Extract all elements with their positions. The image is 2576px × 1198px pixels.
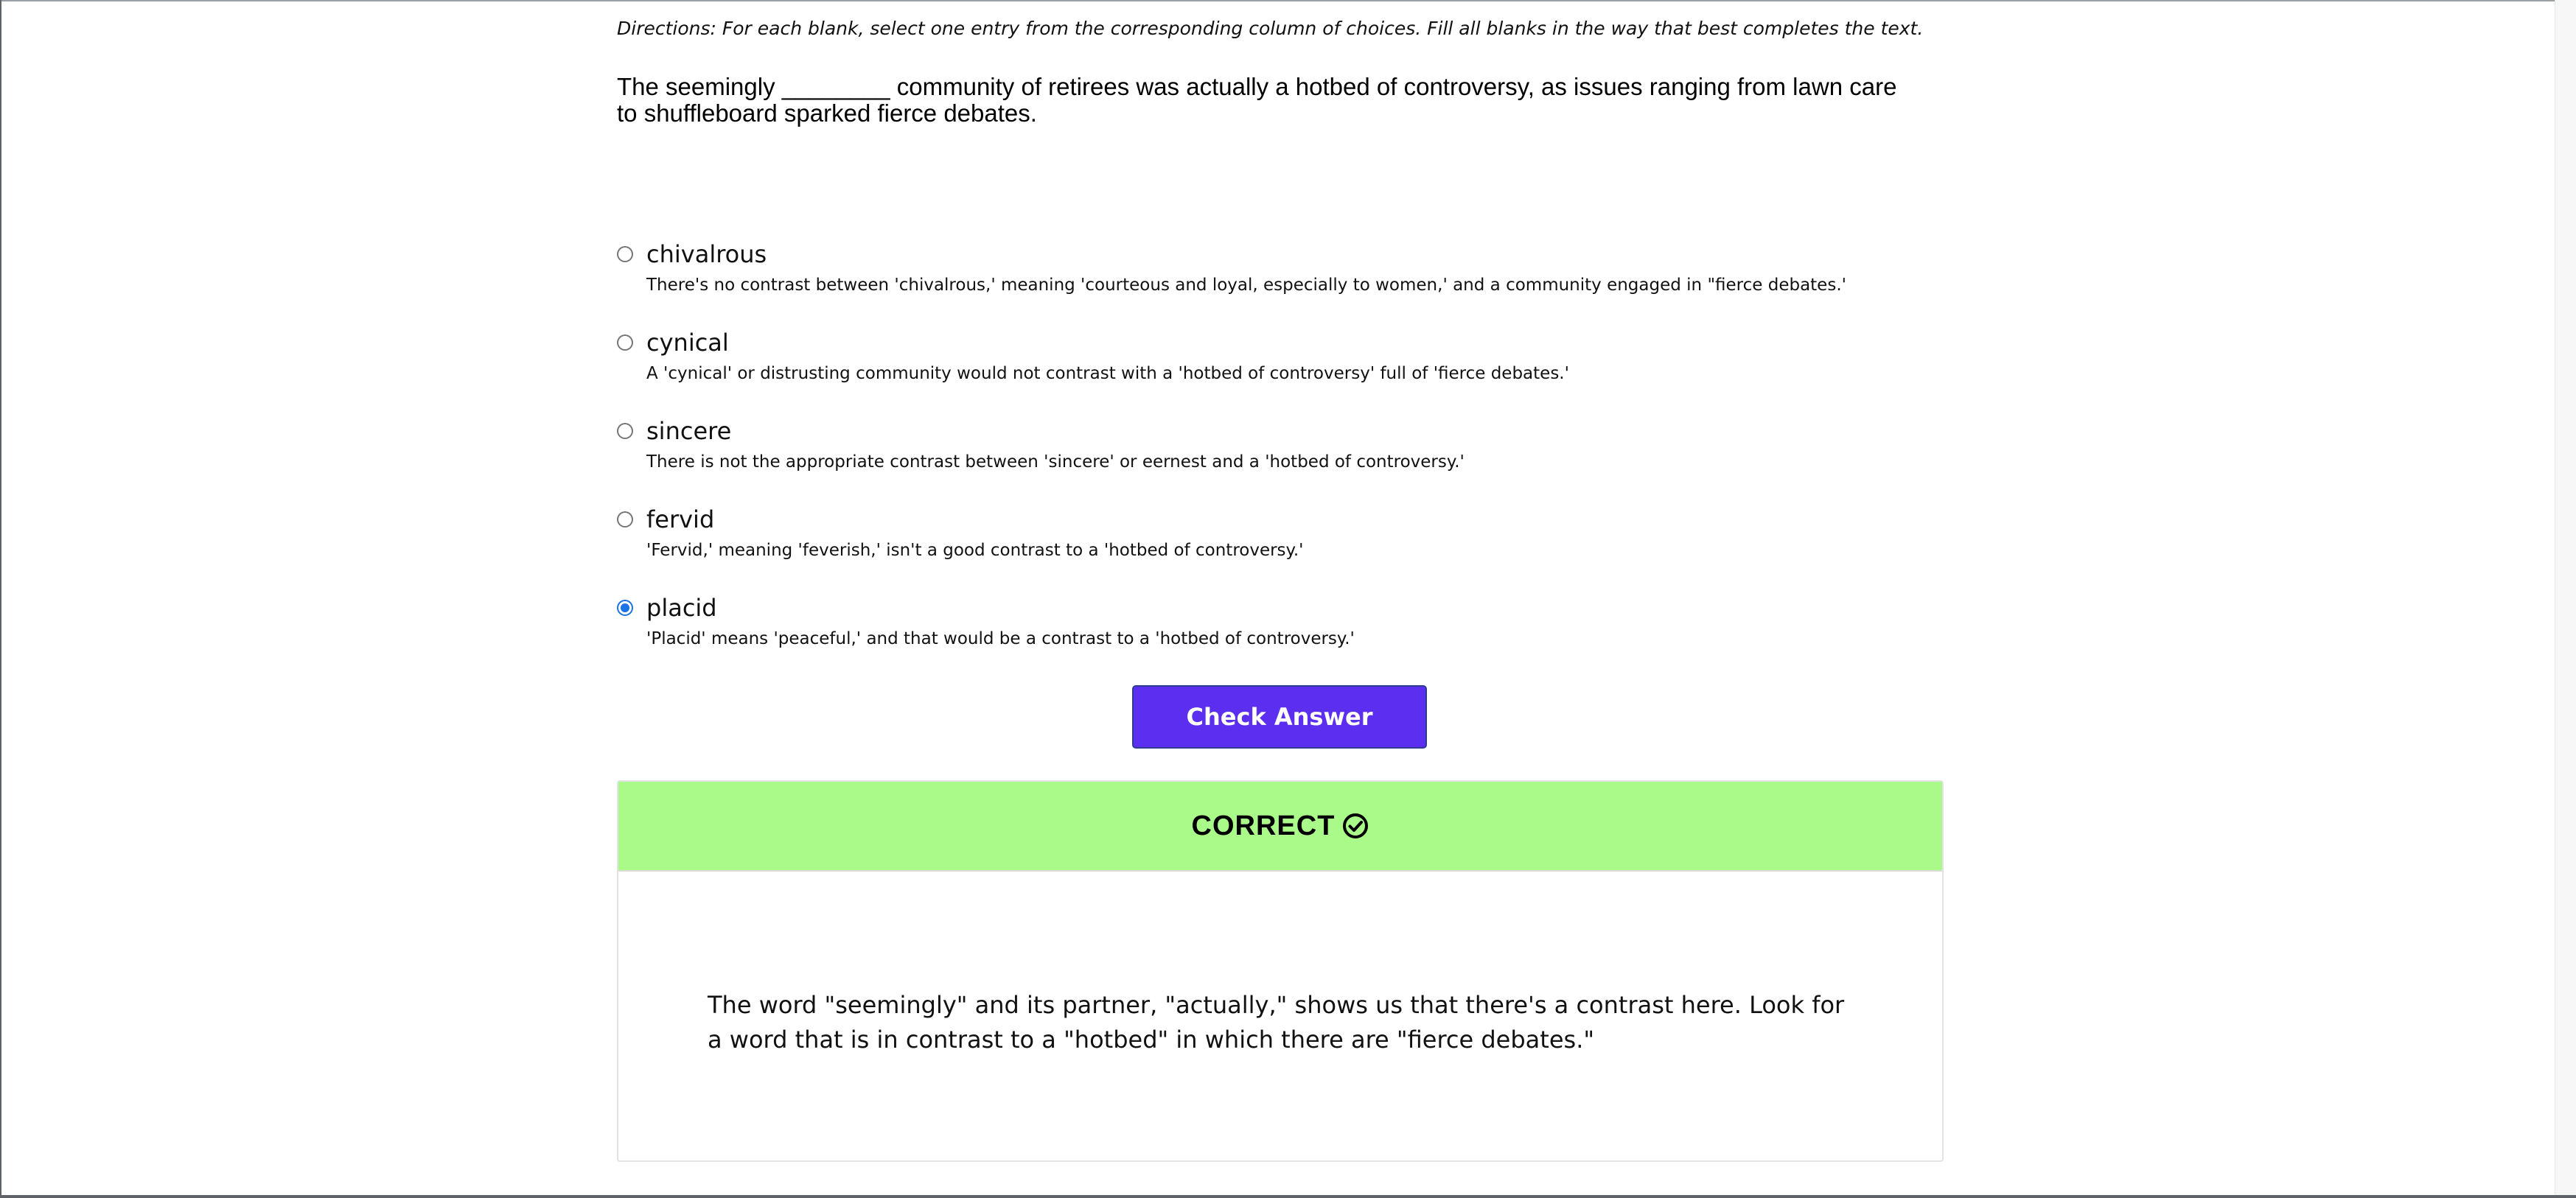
question-text: The seemingly ________ community of retirees was actually a hotbed of controversy, as issues ranging from lawn care to shuffleboard sparked fierce debates. bbox=[617, 73, 1897, 127]
radio-button[interactable] bbox=[617, 423, 633, 439]
choice-fervid[interactable] bbox=[617, 505, 1914, 585]
radio-button[interactable] bbox=[617, 334, 633, 351]
choice-label[interactable]: chivalrous bbox=[646, 240, 767, 268]
window-top-border bbox=[0, 0, 2576, 1]
choice-explanation: 'Placid' means 'peaceful,' and that would be a contrast to a 'hotbed of controversy.' bbox=[646, 629, 1355, 648]
choice-chivalrous[interactable] bbox=[617, 240, 1914, 320]
choice-explanation: A 'cynical' or distrusting community would not contrast with a 'hotbed of controversy' full of 'fierce debates.' bbox=[646, 364, 1569, 383]
window-bottom-border bbox=[0, 1195, 2576, 1198]
directions-text: Directions: For each blank, select one entry from the corresponding column of choices. Fill all blanks in the way that best completes the text. bbox=[617, 18, 1924, 39]
choice-label[interactable]: placid bbox=[646, 594, 717, 622]
result-title bbox=[618, 782, 1942, 870]
feedback-text: The word "seemingly" and its partner, "actually," shows us that there's a contrast here. Look for a word that is in contrast to a "hotbed" in which there are "fierce debates." bbox=[708, 991, 1845, 1054]
choice-placid[interactable] bbox=[617, 594, 1914, 673]
result-title-text: CORRECT bbox=[1191, 810, 1336, 841]
choice-explanation: 'Fervid,' meaning 'feverish,' isn't a good contrast to a 'hotbed of controversy.' bbox=[646, 541, 1304, 560]
result-header bbox=[618, 782, 1942, 872]
choice-explanation: There is not the appropriate contrast between 'sincere' or eernest and a 'hotbed of controversy.' bbox=[646, 452, 1465, 472]
choice-label[interactable]: sincere bbox=[646, 417, 732, 445]
result-panel bbox=[617, 780, 1944, 1162]
check-answer-button[interactable]: Check Answer bbox=[1132, 685, 1427, 749]
radio-button-selected[interactable] bbox=[617, 600, 633, 616]
choice-sincere[interactable] bbox=[617, 417, 1914, 497]
choice-label[interactable]: cynical bbox=[646, 329, 729, 357]
radio-button[interactable] bbox=[617, 246, 633, 262]
radio-button[interactable] bbox=[617, 511, 633, 528]
choice-explanation: There's no contrast between 'chivalrous,' meaning 'courteous and loyal, especially to women,' and a community engaged in "fierce debates.' bbox=[646, 276, 1846, 295]
vertical-scrollbar[interactable] bbox=[2555, 0, 2576, 1195]
choice-label[interactable]: fervid bbox=[646, 505, 715, 533]
check-circle-icon bbox=[1342, 813, 1369, 839]
window-left-border bbox=[0, 0, 1, 1198]
choice-cynical[interactable] bbox=[617, 329, 1914, 408]
